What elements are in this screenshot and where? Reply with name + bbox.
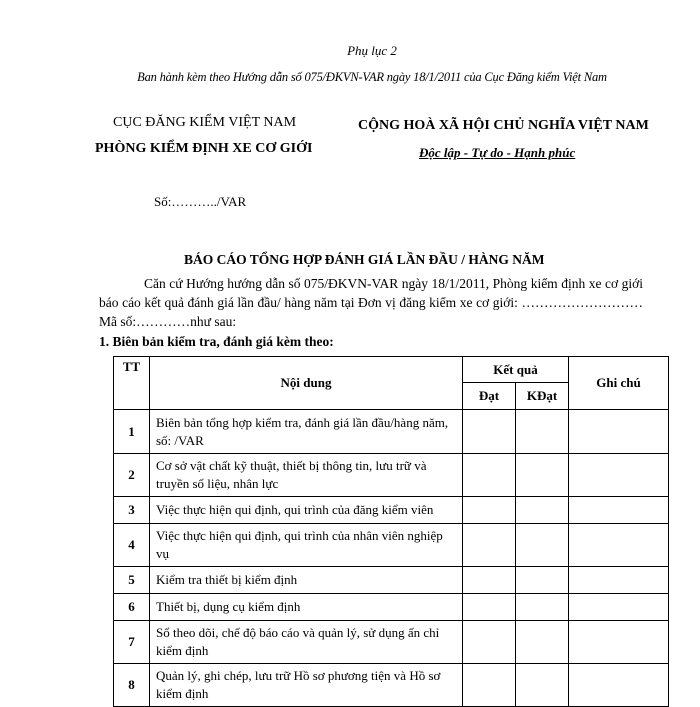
pass-cell[interactable] xyxy=(463,454,516,497)
row-number: 5 xyxy=(114,567,150,594)
pass-cell[interactable] xyxy=(463,594,516,621)
row-content: Việc thực hiện qui định, qui trình của đăng kiểm viên xyxy=(150,497,463,524)
document-number: Số:………../VAR xyxy=(154,194,247,209)
inspection-table xyxy=(113,356,669,707)
header-note: Ghi chú xyxy=(569,357,669,410)
row-number: 2 xyxy=(114,454,150,497)
note-cell[interactable] xyxy=(569,621,669,664)
pass-cell[interactable] xyxy=(463,664,516,707)
report-title: BÁO CÁO TỔNG HỢP ĐÁNH GIÁ LẦN ĐẦU / HÀNG NĂM xyxy=(184,252,545,267)
header-result: Kết quả xyxy=(463,357,569,383)
table-row xyxy=(114,410,669,454)
fail-cell[interactable] xyxy=(516,497,569,524)
agency-name: CỤC ĐĂNG KIỂM VIỆT NAM xyxy=(113,115,297,130)
row-content: Thiết bị, dụng cụ kiểm định xyxy=(150,594,463,621)
row-content: Việc thực hiện qui định, qui trình của nhân viên nghiệp vụ xyxy=(150,524,463,567)
fail-cell[interactable] xyxy=(516,594,569,621)
table-row xyxy=(114,567,669,594)
row-number: 7 xyxy=(114,621,150,664)
issued-by-line: Ban hành kèm theo Hướng dẫn số 075/ĐKVN-VAR ngày 18/1/2011 của Cục Đăng kiểm Việt Nam xyxy=(137,70,607,84)
row-number: 3 xyxy=(114,497,150,524)
note-cell[interactable] xyxy=(569,454,669,497)
national-motto: Độc lập - Tự do - Hạnh phúc xyxy=(419,145,576,160)
fail-cell[interactable] xyxy=(516,621,569,664)
note-cell[interactable] xyxy=(569,664,669,707)
appendix-title: Phụ lục 2 xyxy=(347,43,397,58)
pass-cell[interactable] xyxy=(463,621,516,664)
report-body-paragraph: Căn cứ Hướng hướng dẫn số 075/ĐKVN-VAR ngày 18/1/2011, Phòng kiểm định xe cơ giới báo cáo kết quả đánh giá lần đầu/ hàng năm tại Đơn vị đăng kiểm xe cơ giới: ………………………Mã số:…………như sau: xyxy=(99,276,643,329)
row-number: 8 xyxy=(114,664,150,707)
row-content: Cơ sở vật chất kỹ thuật, thiết bị thông tin, lưu trữ và truyền số liệu, nhân lực xyxy=(150,454,463,497)
row-number: 1 xyxy=(114,410,150,454)
header-tt: TT xyxy=(114,357,150,410)
row-content: Quản lý, ghi chép, lưu trữ Hồ sơ phương tiện và Hồ sơ kiểm định xyxy=(150,664,463,707)
header-fail: KĐạt xyxy=(516,383,569,410)
table-row xyxy=(114,621,669,664)
pass-cell[interactable] xyxy=(463,410,516,454)
fail-cell[interactable] xyxy=(516,524,569,567)
header-content: Nội dung xyxy=(150,357,463,410)
row-number: 6 xyxy=(114,594,150,621)
fail-cell[interactable] xyxy=(516,410,569,454)
pass-cell[interactable] xyxy=(463,567,516,594)
table-row xyxy=(114,524,669,567)
note-cell[interactable] xyxy=(569,594,669,621)
fail-cell[interactable] xyxy=(516,664,569,707)
section-heading: 1. Biên bản kiểm tra, đánh giá kèm theo: xyxy=(99,334,334,349)
note-cell[interactable] xyxy=(569,410,669,454)
table-row xyxy=(114,497,669,524)
table-row xyxy=(114,664,669,707)
row-content: Sổ theo dõi, chế độ báo cáo và quản lý, sử dụng ấn chỉ kiểm định xyxy=(150,621,463,664)
row-content: Biên bản tổng hợp kiểm tra, đánh giá lần đầu/hàng năm, số: /VAR xyxy=(150,410,463,454)
row-number: 4 xyxy=(114,524,150,567)
table-row xyxy=(114,454,669,497)
note-cell[interactable] xyxy=(569,524,669,567)
department-name: PHÒNG KIỂM ĐỊNH XE CƠ GIỚI xyxy=(95,141,313,156)
header-pass: Đạt xyxy=(463,383,516,410)
note-cell[interactable] xyxy=(569,567,669,594)
fail-cell[interactable] xyxy=(516,454,569,497)
country-name: CỘNG HOÀ XÃ HỘI CHỦ NGHĨA VIỆT NAM xyxy=(358,118,649,133)
fail-cell[interactable] xyxy=(516,567,569,594)
note-cell[interactable] xyxy=(569,497,669,524)
row-content: Kiểm tra thiết bị kiểm định xyxy=(150,567,463,594)
pass-cell[interactable] xyxy=(463,524,516,567)
pass-cell[interactable] xyxy=(463,497,516,524)
table-row xyxy=(114,594,669,621)
